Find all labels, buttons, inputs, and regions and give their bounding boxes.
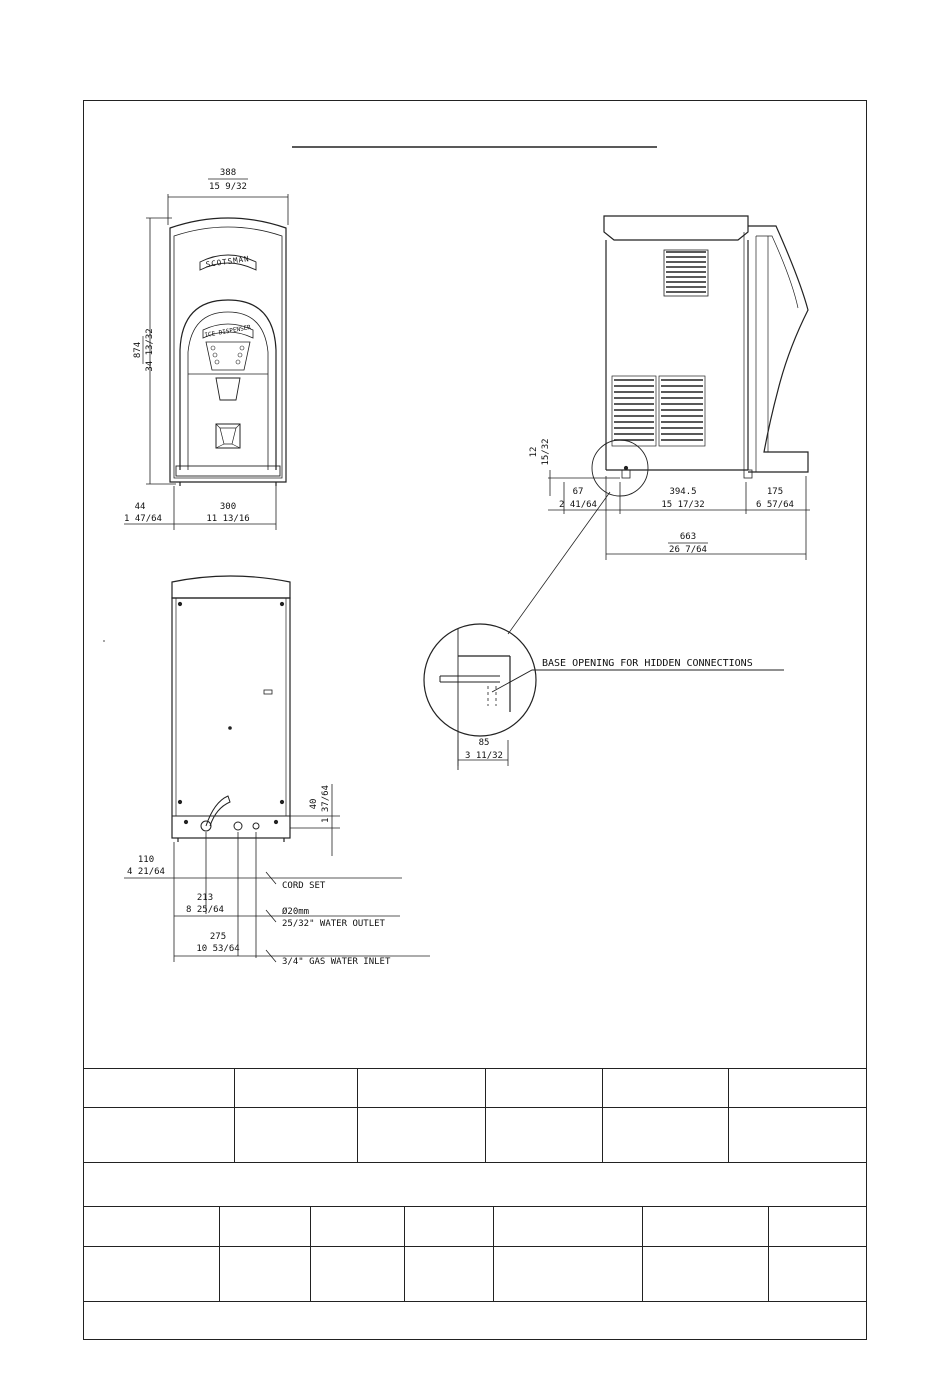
table-cell [728, 1108, 729, 1162]
side-mid-in: 15 17/32 [661, 500, 705, 510]
water-inlet-port [253, 823, 259, 829]
front-base-in: 11 13/16 [206, 514, 250, 524]
base-opening-label: BASE OPENING FOR HIDDEN CONNECTIONS [542, 658, 753, 669]
table-cell [404, 1247, 405, 1301]
rear-outlet-in: 8 25/64 [186, 905, 224, 915]
table-cell [219, 1207, 220, 1246]
detail-dim-in: 3 11/32 [465, 751, 503, 761]
side-mid-mm: 394.5 [669, 487, 697, 497]
water-outlet-label-1: Ø20mm [282, 907, 310, 917]
spec-table-header-row-1 [83, 1068, 867, 1108]
table-cell [493, 1247, 494, 1301]
front-height-in: 34 13/32 [145, 328, 155, 372]
detail-view [424, 624, 784, 770]
rear-inlet-mm: 275 [209, 932, 227, 942]
front-width-in: 15 9/32 [209, 182, 247, 192]
side-view [592, 216, 808, 496]
front-width-mm: 388 [219, 168, 237, 178]
table-cell [485, 1069, 486, 1107]
water-inlet-label: 3/4" GAS WATER INLET [282, 957, 391, 967]
water-outlet-port [234, 822, 242, 830]
table-cell [219, 1247, 220, 1301]
rear-height-in: 1 37/64 [321, 785, 331, 823]
table-cell [310, 1247, 311, 1301]
side-foot-mm: 12 [529, 446, 539, 458]
table-cell [485, 1108, 486, 1162]
rear-height-mm: 40 [309, 798, 319, 810]
table-cell [357, 1108, 358, 1162]
table-cell [310, 1207, 311, 1246]
side-depth-in: 26 7/64 [669, 545, 707, 555]
water-outlet-label-2: 25/32" WATER OUTLET [282, 919, 385, 929]
rear-cord-in: 4 21/64 [127, 867, 165, 877]
spec-table-row-2 [83, 1247, 867, 1302]
side-rear-in: 6 57/64 [756, 500, 794, 510]
front-base-mm: 300 [219, 502, 237, 512]
rear-inlet-in: 10 53/64 [196, 944, 240, 954]
table-cell [234, 1108, 235, 1162]
front-side-in: 1 47/64 [124, 514, 162, 524]
table-cell [728, 1069, 729, 1107]
side-front-in: 2 41/64 [559, 500, 597, 510]
cord-set-label: CORD SET [282, 881, 326, 891]
table-cell [493, 1207, 494, 1246]
spec-table-footer [83, 1302, 867, 1340]
spec-table-header-row-2 [83, 1207, 867, 1247]
side-foot-in: 15/32 [541, 438, 551, 466]
table-cell [357, 1069, 358, 1107]
front-height-mm: 874 [133, 341, 143, 359]
brand-label: SCOTSMAN [205, 253, 251, 270]
spec-table-row-1 [83, 1108, 867, 1163]
table-cell [602, 1108, 603, 1162]
spec-table-band [83, 1163, 867, 1207]
table-cell [642, 1207, 643, 1246]
detail-dim-mm: 85 [478, 738, 490, 748]
table-cell [234, 1069, 235, 1107]
table-cell [768, 1207, 769, 1246]
side-rear-mm: 175 [766, 487, 784, 497]
table-cell [768, 1247, 769, 1301]
table-cell [602, 1069, 603, 1107]
rear-cord-mm: 110 [137, 855, 155, 865]
side-front-mm: 67 [572, 487, 584, 497]
table-cell [404, 1207, 405, 1246]
front-side-mm: 44 [134, 502, 146, 512]
side-depth-mm: 663 [679, 532, 697, 542]
table-cell [642, 1247, 643, 1301]
rear-outlet-mm: 213 [196, 893, 214, 903]
rear-view [172, 576, 290, 842]
dispenser-label: ICE DISPENSER [204, 323, 252, 340]
